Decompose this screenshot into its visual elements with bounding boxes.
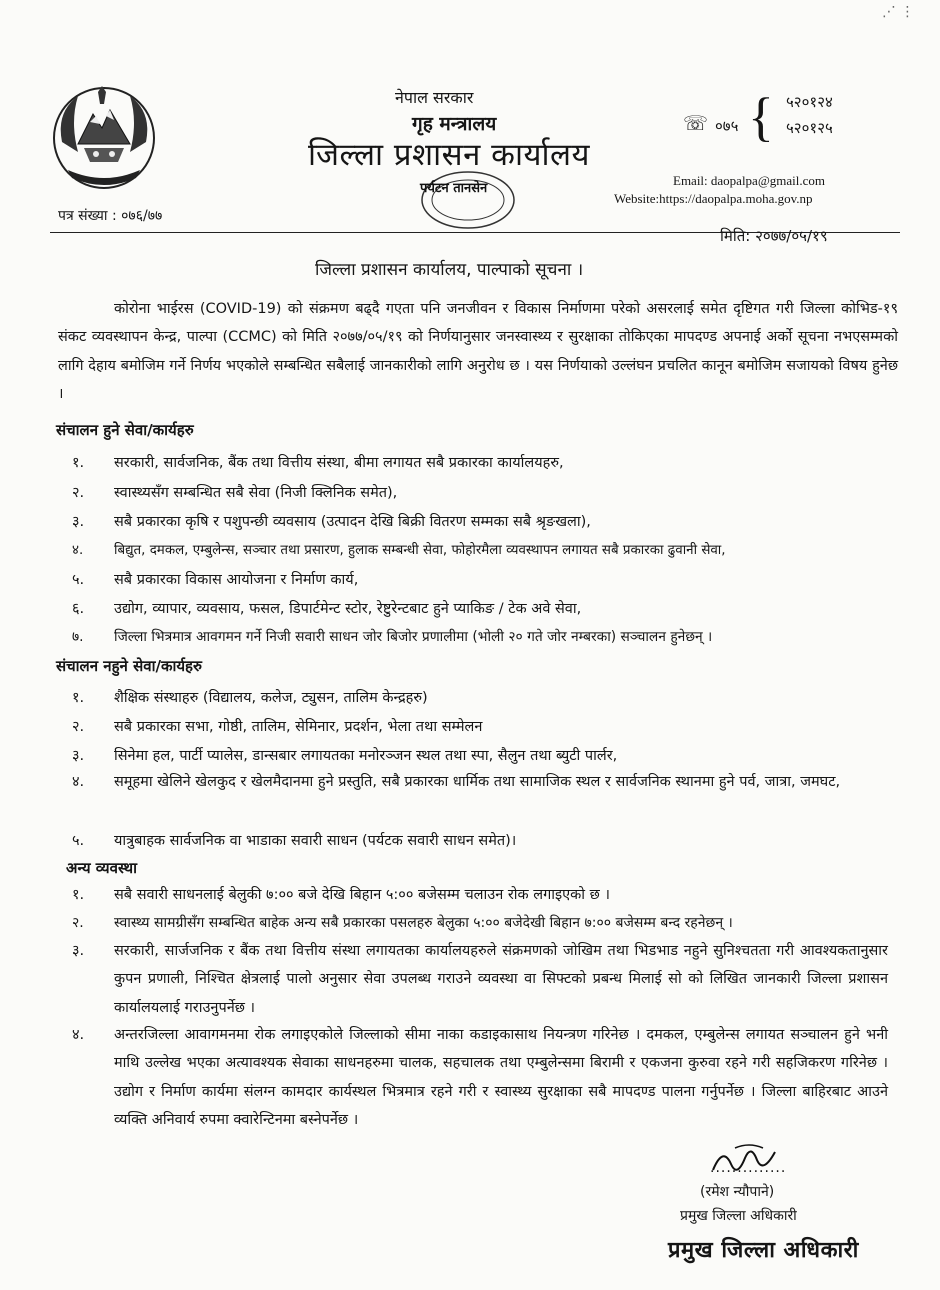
- notice-date: मिति: २०७७/०५/१९: [720, 227, 828, 245]
- notice-title: जिल्ला प्रशासन कार्यालय, पाल्पाको सूचना ।: [315, 260, 584, 280]
- intro-text: कोरोना भाईरस (COVID-19) को संक्रमण बढ्दै गएता पनि जनजीवन र विकास निर्माणमा परेको असरलाई समेत दृष्टिगत गरी जिल्ला कोभिड-१९ संकट व्यवस्थापन केन्द्र, पाल्पा (CCMC) को मिति २०७७/०५/१९ को निर्णयानुसार जनस्वास्थ्य र सुरक्षाका तोकिएका मापदण्ड अपनाई अर्को सूचना नभएसम्मको लागि देहाय बमोजिम गर्ने निर्णय भएकोले सम्बन्धित सबैलाई जानकारीको लागि अनुरोध छ । यस निर्णयाको उल्लंघन प्रचलित कानून बमोजिम सजायको विषय हुनेछ ।: [58, 301, 898, 402]
- intro-paragraph: [58, 295, 898, 408]
- email-line: Email: daopalpa@gmail.com: [673, 173, 826, 188]
- phone-brace: {: [748, 87, 774, 147]
- nepal-emblem-icon: [48, 82, 160, 194]
- stamp-text: पर्यटन तानसेन: [420, 181, 488, 196]
- phone-code: ०७५: [715, 117, 739, 135]
- signature-line: ..............: [710, 1160, 787, 1176]
- phone-number-1: ५२०१२४: [786, 93, 833, 111]
- operating-heading: संचालन हुने सेवा/कार्यहरु: [56, 421, 194, 439]
- signatory-name: (रमेश न्यौपाने): [700, 1184, 775, 1200]
- reference-number: पत्र संख्या : ०७६/७७: [58, 208, 163, 224]
- signatory-role: प्रमुख जिल्ला अधिकारी: [680, 1208, 797, 1224]
- list-item: ४. अन्तरजिल्ला आवागमनमा रोक लगाइएकोले जिल्लाको सीमा नाका कडाइकासाथ नियन्त्रण गरिनेछ । दमकल, एम्बुलेन्स लगायत सञ्चालन हुने भनी माथि उल्लेख भएका अत्यावश्यक सेवाका साधनहरुमा चालक, सहचालक तथा एम्बुलेन्समा बिरामी र एकजना कुरुवा रहने गरी सहजिकरण गरिनेछ । उद्योग र निर्माण कार्यमा संलग्न कामदार कार्यस्थल भित्रमात्र रहने गरी र स्वास्थ्य सुरक्षाका सबै मापदण्ड पालना गर्नुपर्नेछ । जिल्ला बाहिरबाट आउने व्यक्ति अनिवार्य रुपमा क्वारेन्टिनमा बस्नेपर्नेछ ।: [72, 1027, 888, 1128]
- list-item: १. सरकारी, सार्वजनिक, बैंक तथा वित्तीय संस्था, बीमा लगायत सबै प्रकारका कार्यालयहरु,: [72, 455, 564, 471]
- government-name: नेपाल सरकार: [395, 88, 474, 107]
- office-stamp: [396, 170, 526, 234]
- list-item: २. सबै प्रकारका सभा, गोष्ठी, तालिम, सेमिनार, प्रदर्शन, भेला तथा सम्मेलन: [72, 719, 483, 735]
- closed-heading: संचालन नहुने सेवा/कार्यहरु: [56, 657, 202, 675]
- list-item: ५. सबै प्रकारका विकास आयोजना र निर्माण कार्य,: [72, 572, 359, 588]
- office-name: जिल्ला प्रशासन कार्यालय: [308, 137, 591, 173]
- corner-scribble: ⋰ ⋮: [882, 4, 915, 20]
- designation-stamp: प्रमुख जिल्ला अधिकारी: [668, 1238, 859, 1263]
- list-item: २. स्वास्थ्यसँग सम्बन्धित सबै सेवा (निजी क्लिनिक समेत),: [72, 485, 398, 501]
- other-heading: अन्य व्यवस्था: [66, 859, 137, 877]
- website-line: Website:https://daopalpa.moha.gov.np: [614, 191, 813, 206]
- phone-number-2: ५२०१२५: [786, 119, 833, 137]
- list-item: ३. सरकारी, सार्जजनिक र बैंक तथा वित्तीय संस्था लगायतका कार्यालयहरुले संक्रमणको जोखिम तथा भिडभाड नहुने सुनिश्चतता गरी आवश्यकतानुसार कुपन प्रणाली, निश्चित क्षेत्रलाई पालो अनुसार सेवा उपलब्ध गराउने व्यवस्था वा सिफ्टको प्रबन्ध मिलाई सो को लिखित जानकारी जिल्ला प्रशासन कार्यालयलाई गराउनुपर्नेछ ।: [72, 943, 888, 1016]
- ministry-name: गृह मन्त्रालय: [412, 113, 497, 135]
- list-item: ३. सिनेमा हल, पार्टी प्यालेस, डान्सबार लगायतका मनोरञ्जन स्थल तथा स्पा, सैलुन तथा ब्युटी पार्लर,: [72, 748, 618, 764]
- list-item: ५. यात्रुबाहक सार्वजनिक वा भाडाका सवारी साधन (पर्यटक सवारी साधन समेत)।: [72, 833, 517, 849]
- list-item: ७. जिल्ला भित्रमात्र आवगमन गर्ने निजी सवारी साधन जोर बिजोर प्रणालीमा (भोली २० गते जोर नम्बरका) सञ्चालन हुनेछन् ।: [72, 629, 713, 645]
- list-item: ४. बिद्युत, दमकल, एम्बुलेन्स, सञ्चार तथा प्रसारण, हुलाक सम्बन्धी सेवा, फोहोरमैला व्यवस्थापन लगायत सबै प्रकारका ढुवानी सेवा,: [72, 543, 726, 558]
- list-item: १. सबै सवारी साधनलाई बेलुकी ७:०० बजे देखि बिहान ५:०० बजेसम्म चलाउन रोक लगाइएको छ ।: [72, 887, 610, 903]
- list-item: ४. समूहमा खेलिने खेलकुद र खेलमैदानमा हुने प्रस्तुति, सबै प्रकारका धार्मिक तथा सामाजिक स्थल र सार्वजनिक स्थानमा हुने पर्व, जात्रा, जमघट,: [72, 774, 841, 790]
- list-item: ३. सबै प्रकारका कृषि र पशुपन्छी व्यवसाय (उत्पादन देखि बिक्री वितरण सम्मका सबै श्रृङखला),: [72, 514, 591, 530]
- list-item: २. स्वास्थ्य सामग्रीसँग सम्बन्धित बाहेक अन्य सबै प्रकारका पसलहरु बेलुका ५:०० बजेदेखी बिहान ७:०० बजेसम्म बन्द रहनेछन् ।: [72, 915, 733, 931]
- list-item: १. शैक्षिक संस्थाहरु (विद्यालय, कलेज, ट्युसन, तालिम केन्द्रहरु): [72, 690, 428, 706]
- list-item: ६. उद्योग, व्यापार, व्यवसाय, फसल, डिपार्टमेन्ट स्टोर, रेष्टुरेन्टबाट हुने प्याकिङ / टेक अवे सेवा,: [72, 601, 582, 617]
- telephone-icon: ☏: [683, 111, 709, 135]
